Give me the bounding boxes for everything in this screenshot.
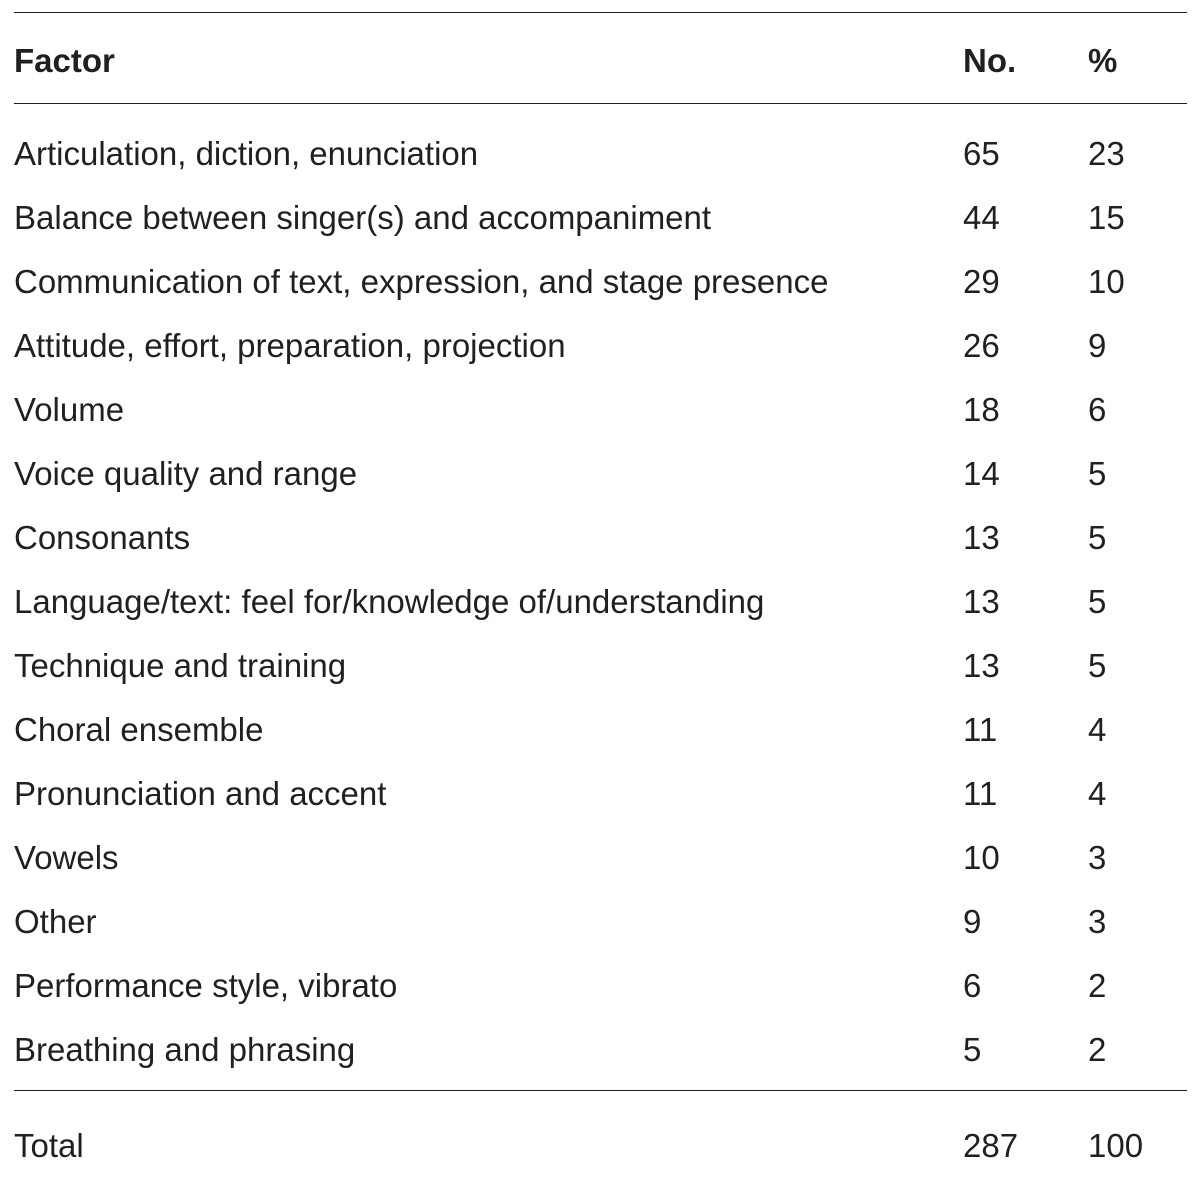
row-pct: 2 xyxy=(1088,1031,1107,1068)
row-factor: Vowels xyxy=(14,839,119,876)
row-factor: Technique and training xyxy=(14,647,347,684)
row-pct: 15 xyxy=(1088,199,1125,236)
table-row xyxy=(14,954,1187,1018)
total-no: 287 xyxy=(963,1127,1019,1164)
row-factor: Choral ensemble xyxy=(14,711,264,748)
row-factor: Other xyxy=(14,903,97,940)
row-pct: 5 xyxy=(1088,583,1107,620)
table-row xyxy=(14,890,1187,954)
table-row xyxy=(14,762,1187,826)
row-no: 13 xyxy=(963,519,1000,556)
row-factor: Performance style, vibrato xyxy=(14,967,398,1004)
row-no: 65 xyxy=(963,135,1000,172)
table-row xyxy=(14,442,1187,506)
row-no: 26 xyxy=(963,327,1000,364)
row-no: 11 xyxy=(963,775,998,812)
row-no: 18 xyxy=(963,391,1000,428)
row-factor: Voice quality and range xyxy=(14,455,358,492)
table-row xyxy=(14,826,1187,890)
row-pct: 3 xyxy=(1088,839,1107,876)
table-row xyxy=(14,506,1187,570)
row-factor: Balance between singer(s) and accompaniment xyxy=(14,199,712,236)
row-pct: 5 xyxy=(1088,455,1107,492)
row-factor: Consonants xyxy=(14,519,191,556)
row-pct: 4 xyxy=(1088,775,1107,812)
row-pct: 10 xyxy=(1088,263,1125,300)
table-row xyxy=(14,634,1187,698)
row-factor: Pronunciation and accent xyxy=(14,775,387,812)
row-no: 29 xyxy=(963,263,1000,300)
row-factor: Attitude, effort, preparation, projection xyxy=(14,327,566,364)
table-row xyxy=(14,570,1187,634)
row-factor: Volume xyxy=(14,391,125,428)
row-no: 14 xyxy=(963,455,1000,492)
row-pct: 2 xyxy=(1088,967,1107,1004)
factors-table xyxy=(14,12,1187,1171)
row-no: 9 xyxy=(963,903,982,940)
total-row xyxy=(14,1091,1187,1171)
table-row xyxy=(14,122,1187,186)
table-body xyxy=(14,104,1187,1090)
table-row xyxy=(14,1018,1187,1082)
header-no: No. xyxy=(963,42,1017,79)
row-factor: Articulation, diction, enunciation xyxy=(14,135,479,172)
row-no: 11 xyxy=(963,711,998,748)
table-header xyxy=(14,13,1187,103)
row-pct: 5 xyxy=(1088,519,1107,556)
row-pct: 3 xyxy=(1088,903,1107,940)
header-pct: % xyxy=(1088,42,1118,79)
table-row xyxy=(14,186,1187,250)
row-factor: Breathing and phrasing xyxy=(14,1031,356,1068)
row-pct: 23 xyxy=(1088,135,1125,172)
row-no: 5 xyxy=(963,1031,982,1068)
row-no: 10 xyxy=(963,839,1000,876)
row-pct: 5 xyxy=(1088,647,1107,684)
table-row xyxy=(14,378,1187,442)
total-pct: 100 xyxy=(1088,1127,1144,1164)
header-factor: Factor xyxy=(14,42,115,79)
row-factor: Communication of text, expression, and stage presence xyxy=(14,263,829,300)
row-no: 13 xyxy=(963,647,1000,684)
row-pct: 9 xyxy=(1088,327,1107,364)
row-no: 13 xyxy=(963,583,1000,620)
table-row xyxy=(14,314,1187,378)
row-factor: Language/text: feel for/knowledge of/understanding xyxy=(14,583,765,620)
table-row xyxy=(14,250,1187,314)
row-pct: 4 xyxy=(1088,711,1107,748)
row-pct: 6 xyxy=(1088,391,1107,428)
table-row xyxy=(14,698,1187,762)
total-label: Total xyxy=(14,1127,84,1164)
row-no: 6 xyxy=(963,967,982,1004)
row-no: 44 xyxy=(963,199,1000,236)
